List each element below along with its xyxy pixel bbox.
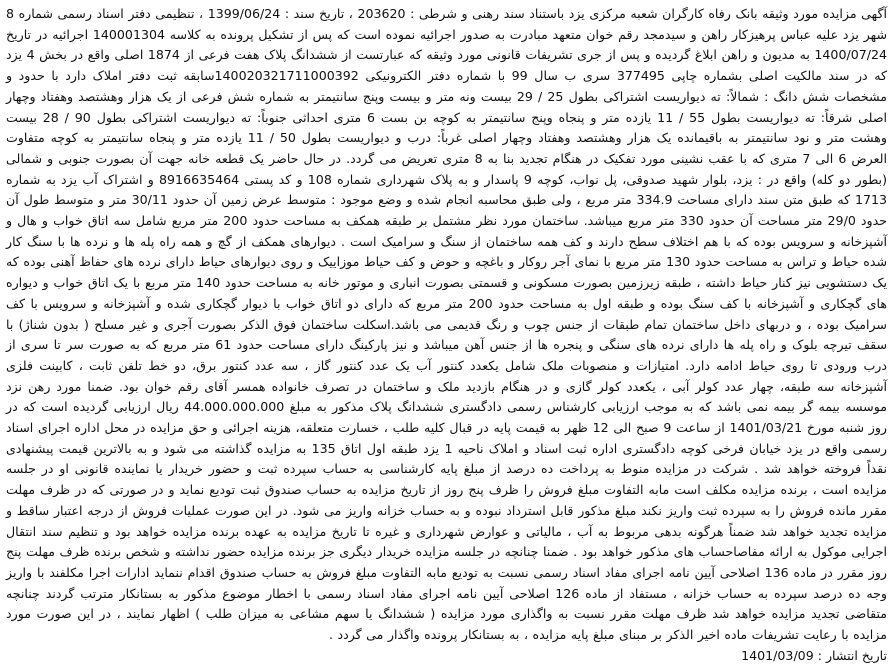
auction-notice-body: آگهی مزایده مورد وثیقه بانک رفاه کارگران شعبه مرکزی یزد باستناد سند رهنی و شرطی : 203620 ، تاریخ سند : 1399/06/24 ، تنظیمی دفتر اسناد رسمی شماره 8 شهر یزد علیه عباس پرهیزکار راهن و سیدمجد رقم خوان متعهد مبادرت به صدور اجرائیه نموده است که پس از تشکیل پرونده به کلاسه 140001304 اجرائیه در تاریخ 1400/07/24 به مدیون و راهن ابلاغ گردیده و پس از جری تشریفات قانونی مورد وثیقه که عبارتست از ششدانگ پلاک هفت فرعی از 1874 اصلی واقع در بخش 4 یزد که در سند مالکیت اصلی بشماره چاپی 377495 سری ب سال 99 با شماره دفتر الکترونیکی 140020321711000392سابقه ثبت دفتر املاک دارد با حدود و مشخصات شش دانگ : شمالاً: ته دیواریست اشتراکی بطول 25 / 29 بیست ونه متر و بیست وپنج سانتیمتر به شماره شش فرعی از یک هزار وهشتصد وهفتاد وچهار اصلی شرقاً: ته دیواریست بطول 55 / 11 یازده متر و پنجاه وپنج سانتیمتر به کوچه بن بست 6 متری احداثی جنوباً: ته دیواریست اشتراکی بطول 90 / 28 بیست وهشت متر و نود سانتیمتر به باقیمانده یک هزار وهشتصد وهفتاد وچهار اصلی غرباً: درب و دیواریست بطول 50 / 11 یازده متر و پنجاه سانتیمتر به کوچه متفاوت العرض 6 الی 7 متری که با عقب نشینی مورد تفکیک در هنگام تجدید بنا به 8 متری تعریض می گردد. در حال حاضر یک قطعه خانه جهت آن بصورت جنوبی و شمالی (بطور دو کله) واقع در : یزد، بلوار شهید صدوقی، پل نواب، کوچه 9 پاسدار و به پلاک شهرداری شماره 108 و کد پستی 8916635464 و اشتراک آب یزد به شماره 1713 که طبق متن سند دارای مساحت 334.9 متر مربع ، ولی طبق محاسبه انجام شده و وضع موجود : متوسط عرض زمین آن حدود 30/11 متر و متوسط طول آن حدود 29/0 متر مساحت آن حدود 330 متر مربع میباشد. ساختمان مورد نظر مشتمل بر طبقه همکف به مساحت حدود 200 متر مربع شامل سه اتاق خواب و هال و آشپزخانه و سرویس بوده که با هم اختلاف سطح دارند و کف همه ساختمان از سنگ و سرامیک است . دیوارهای همکف از گچ و همه راه پله ها و نرده ها با سنگ کار شده حیاط و تراس به مساحت حدود 130 متر مربع با نمای آجر روکار و باغچه و حوض و کف حیاط موزاییک و روی دیوارهای حیاط دارای نرده های حفاظ آهنی بوده که یک دستشویی نیز کنار حیاط داشته ، طبقه زیرزمین بصورت مسکونی و قسمتی بصورت انباری و موتور خانه به مساحت حدود 140 متر مربع با یک اتاق خواب و دیواره های گچکاری و آشپزخانه با کف سنگ بوده و طبقه اول به مساحت حدود 200 متر مربع که دارای دو اتاق خواب با دیوار گچکاری شده و آشپزخانه و سرویس با کف سرامیک بوده ، و دربهای داخل ساختمان تمام طبقات از جنس چوب و رنگ قدیمی می باشد.اسکلت ساختمان فوق الذکر بصورت آجری و غیر مسلح ( بدون شناژ) با سقف تیرچه بلوک و راه پله ها دارای نرده های سنگی و پنجره ها از جنس آهن میباشد و نیز پارکینگ دارای مساحت حدود 61 متر مربع که به صورت سر تا سری از درب ورودی تا روی حیاط ادامه دارد. امتیازات و منصوبات ملک شامل یکعدد کنتور آب یک عدد کنتور گاز ، سه عدد کنتور برق، دو خط تلفن ثابت ، کابینت فلزی آشپزخانه سه طبقه، چهار عدد کولر آبی ، یکعدد کولر گازی و در هنگام بازدید ملک و ساختمان در تصرف خانواده همسر آقای رقم خوان بود. ضمنا مورد رهن نزد موسسه بیمه گر بیمه نمی باشد که به موجب ارزیابی کارشناس رسمی دادگستری ششدانگ پلاک مذکور به مبلغ 44.000.000.000 ریال ارزیابی گردیده است که در روز شنبه مورخ 1401/03/21 از ساعت 9 صبح الی 12 ظهر به قیمت پایه در قبال کلیه طلب ، خسارت متعلقه، هزینه اجرائی و حق مزایده در محل اداره اجرای اسناد رسمی واقع در یزد خیابان فرخی کوچه دادگستری اداره ثبت اسناد و املاک ناحیه 1 یزد طبقه اول اتاق 135 به مزایده گذاشته می شود و به بالاترین قیمت پیشنهادی نقداً فروخته خواهد شد . شرکت در مزایده منوط به پرداخت ده درصد از مبلغ پایه کارشناسی به حساب سپرده ثبت و حضور خریدار یا نماینده قانونی او در جلسه مزایده است ، برنده مزایده مکلف است مابه التفاوت مبلغ فروش را ظرف پنج روز از تاریخ مزایده به حساب صندوق ثبت تودیع نماید و در صورتی که در ظرف مهلت مقرر مانده فروش را به سپرده ثبت واریز نکند مبلغ مذکور قابل استرداد نبوده و به حساب خزانه واریز می شود. در این صورت عملیات فروش از درجه اعتبار ساقط و مزایده تجدید خواهد شد ضمناً هرگونه بدهی مربوط به آب ، مالیاتی و عوارض شهرداری و غیره تا تاریخ مزایده به عهده برنده مزایده خواهد بود و تنظیم سند انتقال اجرایی موکول به ارائه مفاصاحساب های مذکور خواهد بود . ضمنا چنانچه در جلسه مزایده خریدار دیگری جز برنده مزایده حضور نداشته و شخص برنده ظرف مهلت پنج روز مقرر در ماده 136 اصلاحی آیین نامه اجرای مفاد اسناد رسمی نسبت به تودیع مابه التفاوت مبلغ فروش به حساب صندوق اقدام ننماید ادارات اجرا مکلفند با واریز وجه ده درصد سپرده به حساب خزانه ، مستفاد از ماده 126 اصلاحی آیین نامه اجرای مفاد اسناد رسمی با اخطار موضوع مذکور به بستانکار مترتب گردند چنانچه متقاضی تجدید مزایده خواهد شد ظرف مهلت مقرر نسبت به واگذاری مورد مزایده ( ششدانگ یا سهم مشاعی به میزان طلب ) اظهار نمایند ، در این صورت مورد مزایده با رعایت تشریفات ماده اخیر الذکر بر مبنای مبلغ پایه مزایده ، به بستانکار پرونده واگذار می گردد .: [6, 6, 888, 643]
publication-date: تاریخ انتشار : 1401/03/09: [741, 647, 887, 663]
